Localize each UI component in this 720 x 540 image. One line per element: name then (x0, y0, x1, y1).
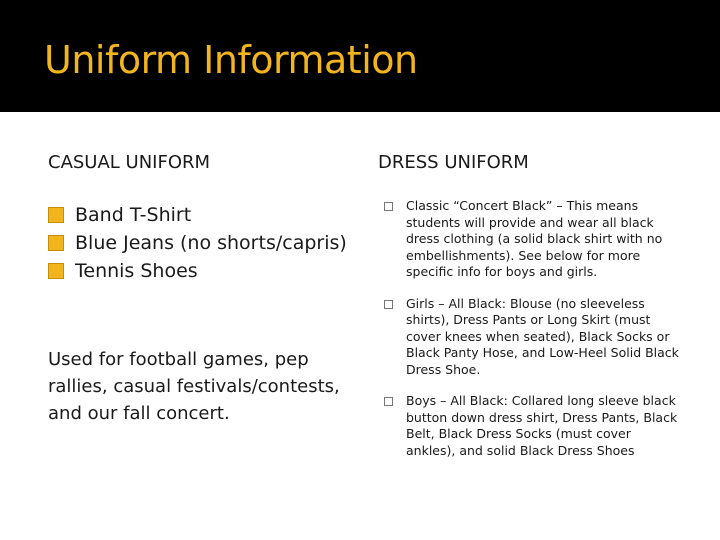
list-item (48, 257, 348, 285)
empty-square-bullet-icon (384, 300, 393, 309)
orange-square-bullet-icon (48, 207, 64, 223)
empty-square-bullet-icon (384, 397, 393, 406)
list-item (384, 198, 684, 281)
list-item (48, 201, 348, 229)
list-item (48, 229, 348, 257)
casual-item-label: Blue Jeans (no shorts/capris) (75, 232, 347, 254)
orange-square-bullet-icon (48, 235, 64, 251)
orange-square-bullet-icon (48, 263, 64, 279)
dress-item-text: Classic “Concert Black” – This means students will provide and wear all black dress clothing (a solid black shirt with no embellishments). See below for more specific info for boys and girls. (406, 198, 663, 279)
dress-uniform-list (384, 198, 684, 459)
slide-title: Uniform Information (44, 38, 418, 82)
empty-square-bullet-icon (384, 202, 393, 211)
list-item (384, 296, 684, 379)
dress-item-text: Boys – All Black: Collared long sleeve black button down dress shirt, Dress Pants, Black Belt, Black Dress Socks (must cover ankles), and solid Black Dress Shoes (406, 393, 678, 458)
dress-uniform-heading: DRESS UNIFORM (378, 152, 529, 173)
casual-uniform-note: Used for football games, pep rallies, casual festivals/contests, and our fall concert. (48, 349, 340, 424)
casual-uniform-list (48, 201, 348, 285)
dress-item-text: Girls – All Black: Blouse (no sleeveless shirts), Dress Pants or Long Skirt (must cover knees when seated), Black Socks or Black Panty Hose, and Low-Heel Solid Black Dress Shoe. (406, 295, 679, 377)
casual-item-label: Band T-Shirt (75, 204, 192, 226)
casual-item-label: Tennis Shoes (75, 260, 198, 282)
casual-uniform-heading: CASUAL UNIFORM (48, 152, 211, 173)
list-item (384, 393, 684, 459)
